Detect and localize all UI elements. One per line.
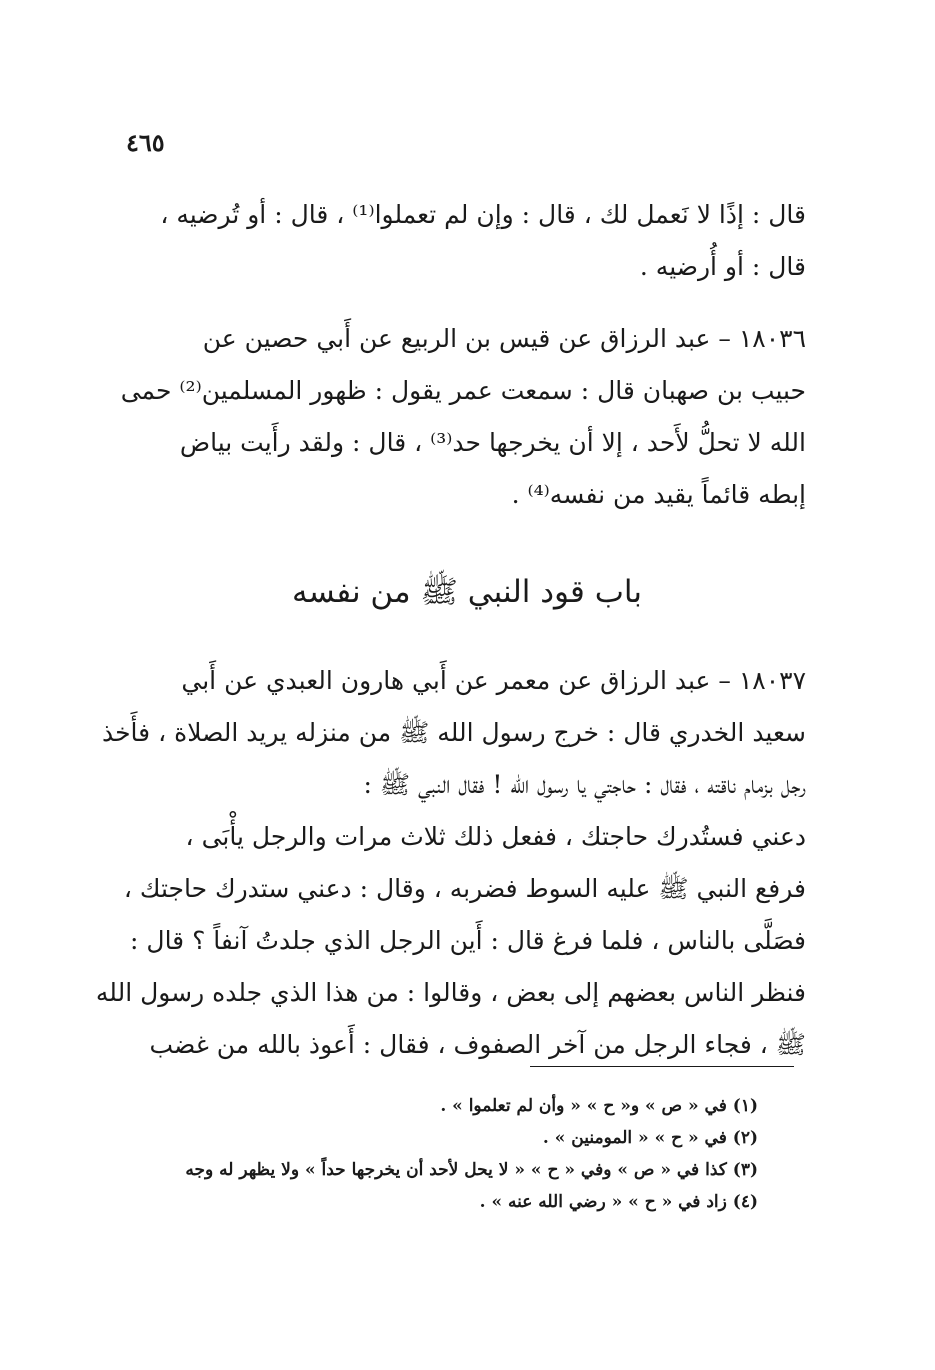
footnote: (٣) كذا في « ص » وفي « ح » « لا يحل لأحد أن يخرجها حداً » ولا يظهر له وجه <box>185 1160 758 1180</box>
page-number: ٤٦٥ <box>126 128 165 157</box>
text-line: فصَلَّى بالناس ، فلما فرغ قال : أَين الرجل الذي جلدتُ آنفاً ؟ قال : <box>130 926 806 955</box>
chapter-heading: باب قود النبي ﷺ من نفسه <box>291 574 642 610</box>
text-line: رجل بزمام ناقته ، فقال : حاجتي يا رسول الله ! فقال النبي ﷺ : <box>363 770 806 799</box>
footnote-separator <box>530 1066 794 1067</box>
footnote: (٤) زاد في « ح » « رضي الله عنه » . <box>479 1192 758 1212</box>
text-line: قال : إذًا لا نَعمل لك ، قال : وإن لم تعملوا⁽¹⁾ ، قال : أو تُرضيه ، <box>160 200 806 229</box>
paragraph-hadith-18036 <box>120 313 806 521</box>
text-line: حبيب بن صهبان قال : سمعت عمر يقول : ظهور المسلمين⁽²⁾ حمى <box>120 376 806 405</box>
footnotes <box>128 1090 758 1218</box>
text-line: دعني فستُدرك حاجتك ، ففعل ذلك ثلاث مرات والرجل يأْبَى ، <box>185 822 806 851</box>
text-line: ١٨٠٣٧ – عبد الرزاق عن معمر عن أَبي هارون العبدي عن أَبي <box>181 666 806 695</box>
footnote: (١) في « ص » و« ح » « وأن لم تعلموا » . <box>440 1096 758 1116</box>
text-line: الله لا تحلُّ لأَحد ، إلا أن يخرجها حد⁽³⁾ ، قال : ولقد رأَيت بياض <box>179 428 806 457</box>
text-line: إبطه قائماً يقيد من نفسه⁽⁴⁾ . <box>511 480 806 509</box>
text-line: قال : أو أُرضيه . <box>639 252 806 281</box>
paragraph-1 <box>128 189 806 293</box>
text-line: فرفع النبي ﷺ عليه السوط فضربه ، وقال : دعني ستدرك حاجتك ، <box>123 874 806 903</box>
text-line: فنظر الناس بعضهم إلى بعض ، وقالوا : من هذا الذي جلده رسول الله <box>95 978 806 1007</box>
text-line: سعيد الخدري قال : خرج رسول الله ﷺ من منزله يريد الصلاة ، فأَخذ <box>101 718 806 747</box>
text-line: ﷺ ، فجاء الرجل من آخر الصفوف ، فقال : أَعوذ بالله من غضب <box>149 1030 806 1059</box>
footnote: (٢) في « ح » « المومنين » . <box>542 1128 758 1148</box>
paragraph-hadith-18037 <box>95 655 806 1071</box>
text-line: ١٨٠٣٦ – عبد الرزاق عن قيس بن الربيع عن أَبي حصين عن <box>202 324 806 353</box>
